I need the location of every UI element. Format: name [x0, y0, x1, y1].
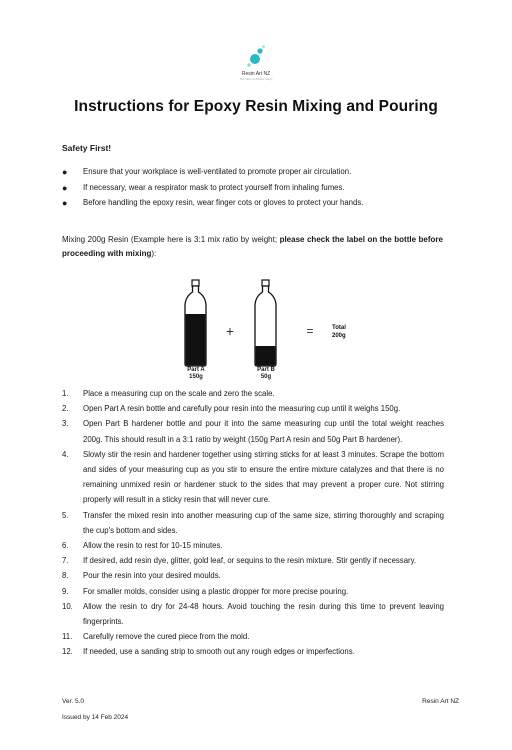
- step-item: [62, 401, 444, 416]
- total-weight: 200g: [332, 333, 346, 339]
- step-item: [62, 629, 444, 644]
- step-number: 12.: [62, 647, 73, 657]
- part-a-label: [180, 367, 212, 381]
- step-item: [62, 644, 444, 659]
- step-item: [62, 538, 444, 553]
- step-item: [62, 599, 444, 629]
- step-item: [62, 416, 444, 446]
- step-number: 2.: [62, 404, 69, 414]
- step-item: [62, 553, 444, 568]
- step-number: 10.: [62, 601, 73, 611]
- bullet-icon: ●: [62, 167, 68, 177]
- step-item: [62, 568, 444, 583]
- mix-ratio-diagram: [170, 278, 360, 388]
- step-text: Pour the resin into your desired moulds.: [83, 571, 221, 581]
- step-text: Carefully remove the cured piece from the mold.: [83, 632, 250, 642]
- step-number: 1.: [62, 389, 69, 398]
- safety-item-text: Before handling the epoxy resin, wear finger cots or gloves to protect your hands.: [83, 198, 364, 207]
- instruction-steps: [62, 386, 444, 660]
- safety-item: [62, 198, 462, 214]
- step-item: [62, 386, 444, 401]
- part-b-name: Part B: [257, 367, 275, 373]
- step-text: Slowly stir the resin and hardener together using stirring sticks for at least 3 minutes. Scrape the bottom and sides of your measuring cup as you stir to ensure the entire mixture catalyzes and that there is no remaining unmixed resin or hardener stuck to the sides that may prevent a proper cure. Not stirring properly will result in a sticky resin that will never cure.: [83, 449, 444, 505]
- mixing-intro-plain: Mixing 200g Resin (Example here is 3:1 mix ratio by weight;: [62, 235, 280, 244]
- mixing-intro-end: ):: [151, 249, 157, 258]
- step-number: 3.: [62, 419, 69, 429]
- step-number: 11.: [62, 632, 73, 642]
- footer-company: Resin Art NZ: [422, 698, 459, 705]
- step-number: 4.: [62, 449, 69, 459]
- safety-item: [62, 167, 462, 183]
- resin-drops-logo-icon: [241, 44, 271, 70]
- step-text: Allow the resin to dry for 24-48 hours. Avoid touching the resin during this time to prevent leaving fingerprints.: [83, 601, 444, 627]
- page-title: Instructions for Epoxy Resin Mixing and Pouring: [74, 98, 438, 115]
- step-number: 7.: [62, 556, 69, 566]
- step-number: 8.: [62, 571, 69, 581]
- safety-heading: Safety First!: [62, 143, 112, 153]
- part-a-bottle-icon: [185, 280, 206, 366]
- footer-version: Ver. 5.0: [62, 698, 85, 705]
- safety-item: [62, 183, 462, 199]
- step-text: Place a measuring cup on the scale and zero the scale.: [83, 389, 275, 398]
- brand-tagline: The Way to Artistic Glory: [239, 77, 273, 81]
- step-item: [62, 508, 444, 538]
- step-text: Open Part A resin bottle and carefully pour resin into the measuring cup until it weighs 150g.: [83, 404, 401, 414]
- step-text: If desired, add resin dye, glitter, gold leaf, or sequins to the resin mixture. Stir gently if necessary.: [83, 556, 417, 566]
- part-b-weight: 50g: [260, 374, 272, 380]
- part-b-label: [250, 367, 282, 381]
- part-b-bottle-icon: [255, 280, 276, 366]
- part-a-weight: 150g: [189, 374, 203, 380]
- step-number: 9.: [62, 586, 69, 596]
- safety-item-text: If necessary, wear a respirator mask to protect yourself from inhaling fumes.: [83, 182, 345, 192]
- bottles-illustration: [170, 278, 360, 370]
- mixing-intro-warning: please check the label on the bottle before proceeding with mixing: [62, 235, 443, 258]
- footer-issued: Issued by 14 Feb 2024: [62, 714, 129, 721]
- mixing-intro: [62, 233, 443, 261]
- brand-logo: [0, 44, 512, 81]
- part-a-name: Part A: [187, 367, 205, 373]
- brand-name: Resin Art NZ: [241, 71, 271, 77]
- step-item: [62, 447, 444, 508]
- step-text: Allow the resin to rest for 10-15 minutes.: [83, 541, 223, 551]
- plus-sign: +: [225, 323, 235, 339]
- safety-item-text: Ensure that your workplace is well-ventilated to promote proper air circulation.: [83, 167, 352, 176]
- bullet-icon: ●: [62, 182, 68, 193]
- bullet-icon: ●: [62, 198, 68, 208]
- total-label: Total: [332, 325, 346, 331]
- equals-sign: =: [306, 324, 314, 338]
- step-number: 5.: [62, 510, 69, 520]
- step-text: For smaller molds, consider using a plastic dropper for more precise pouring.: [83, 586, 349, 596]
- step-number: 6.: [62, 541, 69, 551]
- safety-list: [62, 167, 462, 214]
- step-item: [62, 584, 444, 599]
- step-text: Transfer the mixed resin into another measuring cup of the same size, stirring thoroughly and scraping the cup's bottom and sides.: [83, 510, 444, 535]
- step-text: Open Part B hardener bottle and pour it into the same measuring cup until the total weight reaches 200g. This should result in a 3:1 ratio by weight (150g Part A resin and 50g Part B hardener).: [83, 419, 444, 444]
- step-text: If needed, use a sanding strip to smooth out any rough edges or imperfections.: [83, 647, 355, 657]
